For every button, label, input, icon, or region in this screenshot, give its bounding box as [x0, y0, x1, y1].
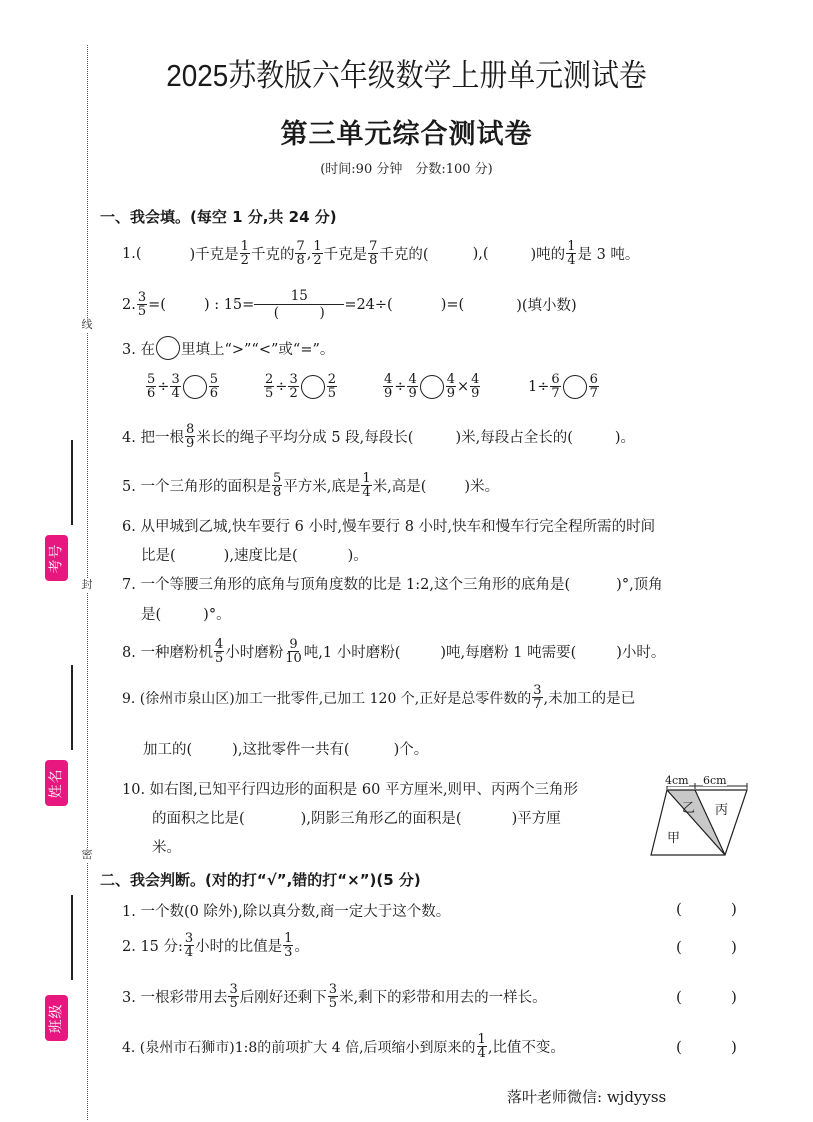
compare-circle-input[interactable] — [563, 375, 587, 399]
footer-contact: 落叶老师微信: wjdyyss — [507, 1088, 667, 1106]
compare-circle-input[interactable] — [183, 375, 207, 399]
question-8: 8. 一种磨粉机 $\frac{4}{5}$ 小时磨粉 $\frac{9}{10}$ 吨,1 小时磨粉( )吨,每磨粉 1 吨需要( )小时。 — [122, 637, 666, 666]
question-10-line2: 的面积之比是( ),阴影三角形乙的面积是( )平方厘 — [152, 811, 561, 827]
question-1: 1.( )千克是 $\frac{1}{2}$ 千克的 $\frac{7}{8}$ , $\frac{1}{2}$ 千克是 $\frac{7}{8}$ 千克的( ),( )吨的 $\frac{1}{4}$ 是 3 吨。 — [122, 239, 640, 268]
question-6-line2: 比是( ),速度比是( )。 — [141, 548, 368, 564]
question-6-line1: 6. 从甲城到乙城,快车要行 6 小时,慢车要行 8 小时,快车和慢车行完全程所需的时间 — [122, 519, 656, 535]
question-4: 4. 把一根 $\frac{8}{9}$ 米长的绳子平均分成 5 段,每段长( )米,每段占全长的( )。 — [122, 422, 636, 451]
figure-label-4cm: 4cm — [665, 774, 689, 787]
question-3-item-4: 1÷ $\frac{6}{7}$ $\frac{6}{7}$ — [528, 372, 598, 401]
judge-answer-4-open[interactable]: ( — [676, 1038, 682, 1056]
parallelogram-figure — [645, 775, 755, 860]
compare-circle-input[interactable] — [420, 375, 444, 399]
judge-answer-3-open[interactable]: ( — [676, 988, 682, 1006]
question-2: 2. $\frac{3}{5}$ =( ) : 15= 15 ( ) =24÷( )=( )(填小数) — [122, 288, 577, 321]
class-badge: 班级 — [45, 995, 68, 1041]
question-3: 3. 在 里填上“>”“<”或“=”。 — [122, 336, 334, 360]
figure-label-6cm: 6cm — [703, 774, 727, 787]
seal-label-mi: 密 — [81, 848, 93, 861]
judge-item-2: 2. 15 分: $\frac{3}{4}$ 小时的比值是 $\frac{1}{3}$ 。 — [122, 931, 309, 960]
name-badge: 姓名 — [45, 760, 68, 806]
question-9-line2: 加工的( ),这批零件一共有( )个。 — [143, 742, 429, 758]
question-3-item-3: $\frac{4}{9}$ ÷ $\frac{4}{9}$ $\frac{4}{9}$ × $\frac{4}{9}$ — [384, 372, 480, 401]
judge-item-3: 3. 一根彩带用去 $\frac{3}{5}$ 后刚好还剩下 $\frac{3}{5}$ 米,剩下的彩带和用去的一样长。 — [122, 982, 547, 1011]
figure-label-yi: 乙 — [682, 801, 696, 816]
compare-circle-input[interactable] — [301, 375, 325, 399]
exam-number-badge: 考号 — [45, 535, 68, 581]
exam-meta: (时间:90 分钟 分数:100 分) — [320, 162, 493, 177]
exam-number-write-line[interactable] — [71, 440, 73, 525]
section2-heading: 二、我会判断。(对的打“√”,错的打“×”)(5 分) — [100, 871, 421, 889]
question-3-item-1: $\frac{5}{6}$ ÷ $\frac{3}{4}$ $\frac{5}{6}$ — [147, 372, 218, 401]
compare-circle-example — [156, 336, 180, 360]
section1-heading: 一、我会填。(每空 1 分,共 24 分) — [100, 208, 337, 226]
judge-answer-1-close[interactable]: ) — [731, 900, 737, 918]
question-10-line3: 米。 — [152, 840, 181, 856]
question-7-line2: 是( )°。 — [141, 607, 231, 623]
question-7-line1: 7. 一个等腰三角形的底角与顶角度数的比是 1:2,这个三角形的底角是( )°,顶角 — [122, 577, 663, 593]
judge-answer-2-close[interactable]: ) — [731, 938, 737, 956]
figure-label-bing: 丙 — [715, 803, 729, 818]
judge-answer-3-close[interactable]: ) — [731, 988, 737, 1006]
judge-answer-2-open[interactable]: ( — [676, 938, 682, 956]
unit-subtitle: 第三单元综合测试卷 — [280, 119, 533, 150]
figure-label-jia: 甲 — [667, 831, 681, 846]
question-10-line1: 10. 如右图,已知平行四边形的面积是 60 平方厘米,则甲、丙两个三角形 — [122, 782, 579, 798]
judge-answer-1-open[interactable]: ( — [676, 900, 682, 918]
question-3-item-2: $\frac{2}{5}$ ÷ $\frac{3}{2}$ $\frac{2}{5}$ — [265, 372, 336, 401]
class-write-line[interactable] — [71, 895, 73, 980]
judge-item-4: 4. (泉州市石狮市)1:8的前项扩大 4 倍,后项缩小到原来的 $\frac{1}{4}$ ,比值不变。 — [122, 1032, 565, 1061]
judge-answer-4-close[interactable]: ) — [731, 1038, 737, 1056]
seal-label-xian: 线 — [81, 318, 93, 331]
page-title: 2025苏教版六年级数学上册单元测试卷 — [166, 58, 647, 93]
seal-label-feng: 封 — [81, 578, 93, 591]
answer-blank[interactable]: ( ) — [273, 305, 325, 321]
question-9-line1: 9. (徐州市泉山区)加工一批零件,已加工 120 个,正好是总零件数的 $\frac{3}{7}$ ,未加工的是已 — [122, 683, 636, 712]
judge-item-1: 1. 一个数(0 除外),除以真分数,商一定大于这个数。 — [122, 904, 451, 920]
name-write-line[interactable] — [71, 665, 73, 750]
question-5: 5. 一个三角形的面积是 $\frac{5}{8}$ 平方米,底是 $\frac{1}{4}$ 米,高是( )米。 — [122, 471, 500, 500]
